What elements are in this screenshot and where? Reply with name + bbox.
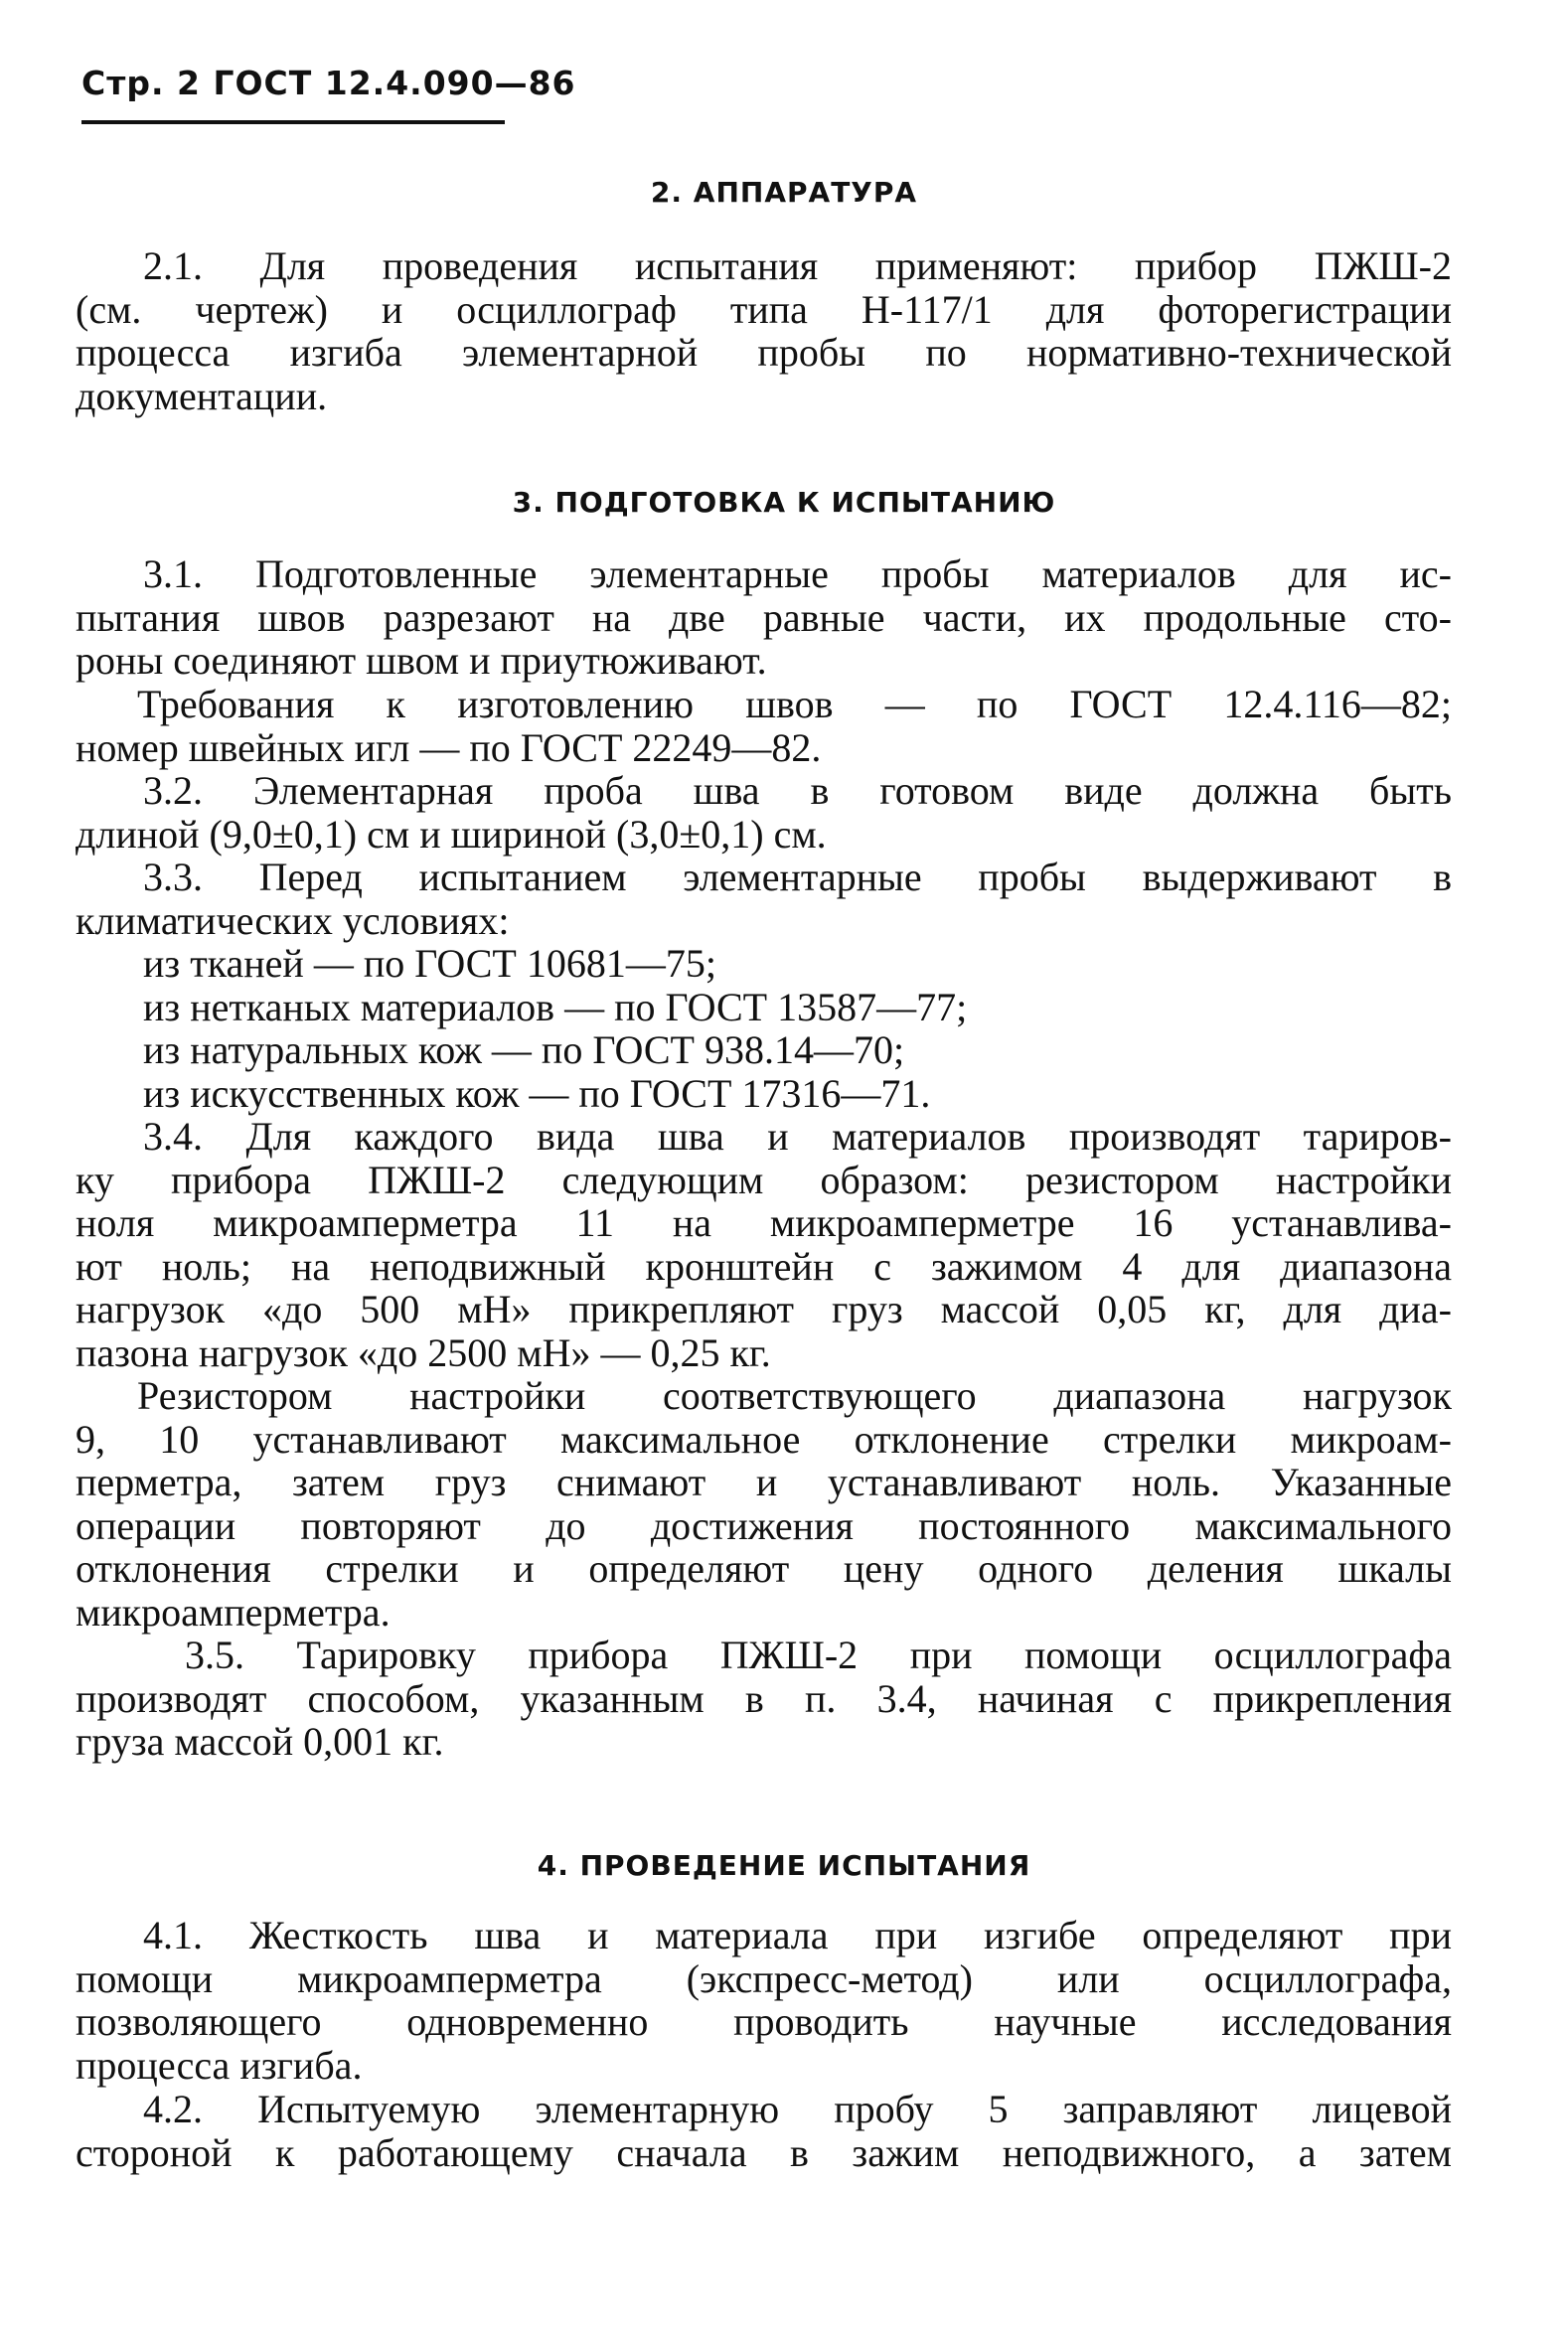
text-line: роны соединяют швом и приутюживают.: [76, 638, 767, 683]
text-line: 9, 10 устанавливают максимальное отклонение стрелки микроам-: [76, 1416, 1452, 1462]
text-line: пытания швов разрезают на две равные части, их продольные сто-: [76, 594, 1452, 640]
text-line: 4.2. Испытуемую элементарную пробу 5 заправляют лицевой: [143, 2087, 1452, 2131]
list-item: из нетканых материалов — по ГОСТ 13587—77;: [143, 984, 968, 1029]
text-line: номер швейных игл — по ГОСТ 22249—82.: [76, 724, 822, 770]
section-4-heading: 4. ПРОВЕДЕНИЕ ИСПЫТАНИЯ: [537, 1849, 1031, 1882]
text-line: (см. чертеж) и осциллограф типа Н-117/1 для фоторегистрации: [76, 286, 1452, 332]
text-line: ют ноль; на неподвижный кронштейн с зажимом 4 для диапазона: [76, 1243, 1452, 1289]
text-line: стороной к работающему сначала в зажим неподвижного, а затем: [76, 2129, 1452, 2175]
text-line: помощи микроамперметра (экспресс-метод) или осциллографа,: [76, 1955, 1452, 2001]
paragraph-4-2: [76, 2088, 1452, 2174]
text-line: перметра, затем груз снимают и устанавливают ноль. Указанные: [76, 1460, 1452, 1504]
text-line: операции повторяют до достижения постоянного максимального: [76, 1502, 1452, 1548]
text-line: 3.5. Тарировку прибора ПЖШ-2 при помощи осциллографа: [185, 1633, 1452, 1677]
text-line: груза массой 0,001 кг.: [76, 1719, 444, 1764]
text-line: ку прибора ПЖШ-2 следующим образом: резистором настройки: [76, 1157, 1452, 1202]
text-line: 3.4. Для каждого вида шва и материалов производят тариров-: [143, 1114, 1452, 1159]
text-line: нагрузок «до 500 мН» прикрепляют груз массой 0,05 кг, для диа-: [76, 1287, 1452, 1331]
text-line: Требования к изготовлению швов — по ГОСТ 12.4.116—82;: [137, 682, 1452, 726]
header-rule: [81, 120, 505, 124]
text-line: 3.1. Подготовленные элементарные пробы материалов для ис-: [143, 551, 1452, 596]
section-3-heading: 3. ПОДГОТОВКА К ИСПЫТАНИЮ: [512, 486, 1056, 519]
text-line: процесса изгиба.: [76, 2042, 363, 2088]
text-line: документации.: [76, 373, 328, 418]
text-line: пазона нагрузок «до 2500 мН» — 0,25 кг.: [76, 1329, 771, 1375]
list-item: из тканей — по ГОСТ 10681—75;: [143, 941, 716, 986]
list-item: из натуральных кож — по ГОСТ 938.14—70;: [143, 1027, 905, 1072]
text-line: 3.2. Элементарная проба шва в готовом виде должна быть: [143, 768, 1452, 813]
paragraph-2-1: [76, 244, 1452, 417]
paragraph-3-4: [76, 1115, 1452, 1374]
text-line: Резистором настройки соответствующего диапазона нагрузок: [137, 1373, 1452, 1418]
text-line: 2.1. Для проведения испытания применяют: прибор ПЖШ-2: [143, 243, 1452, 288]
text-line: длиной (9,0±0,1) см и шириной (3,0±0,1) см.: [76, 811, 827, 857]
text-line: климатических условиях:: [76, 897, 510, 943]
text-line: 3.3. Перед испытанием элементарные пробы выдерживают в: [143, 855, 1452, 899]
paragraph-3-1: [76, 552, 1452, 683]
running-header: Стр. 2 ГОСТ 12.4.090—86: [81, 64, 576, 102]
paragraph-3-3: [76, 856, 1452, 942]
paragraph-3-4-continued: [76, 1374, 1452, 1634]
list-item: из искусственных кож — по ГОСТ 17316—71.: [143, 1070, 931, 1116]
section-2-heading: 2. АППАРАТУРА: [650, 176, 918, 209]
climate-conditions-list: [76, 942, 1452, 1115]
text-line: 4.1. Жесткость шва и материала при изгибе определяют при: [143, 1913, 1452, 1957]
text-line: позволяющего одновременно проводить научные исследования: [76, 1999, 1452, 2044]
text-line: микроамперметра.: [76, 1589, 391, 1635]
text-line: ноля микроамперметра 11 на микроамперметре 16 устанавлива-: [76, 1200, 1452, 1245]
text-line: отклонения стрелки и определяют цену одного деления шкалы: [76, 1546, 1452, 1591]
text-line: производят способом, указанным в п. 3.4, начиная с прикрепления: [76, 1675, 1452, 1721]
paragraph-3-1-requirements: [76, 683, 1452, 769]
paragraph-3-5: [76, 1634, 1452, 1764]
paragraph-3-2: [76, 769, 1452, 856]
paragraph-4-1: [76, 1914, 1452, 2087]
text-line: процесса изгиба элементарной пробы по нормативно-технической: [76, 330, 1452, 375]
